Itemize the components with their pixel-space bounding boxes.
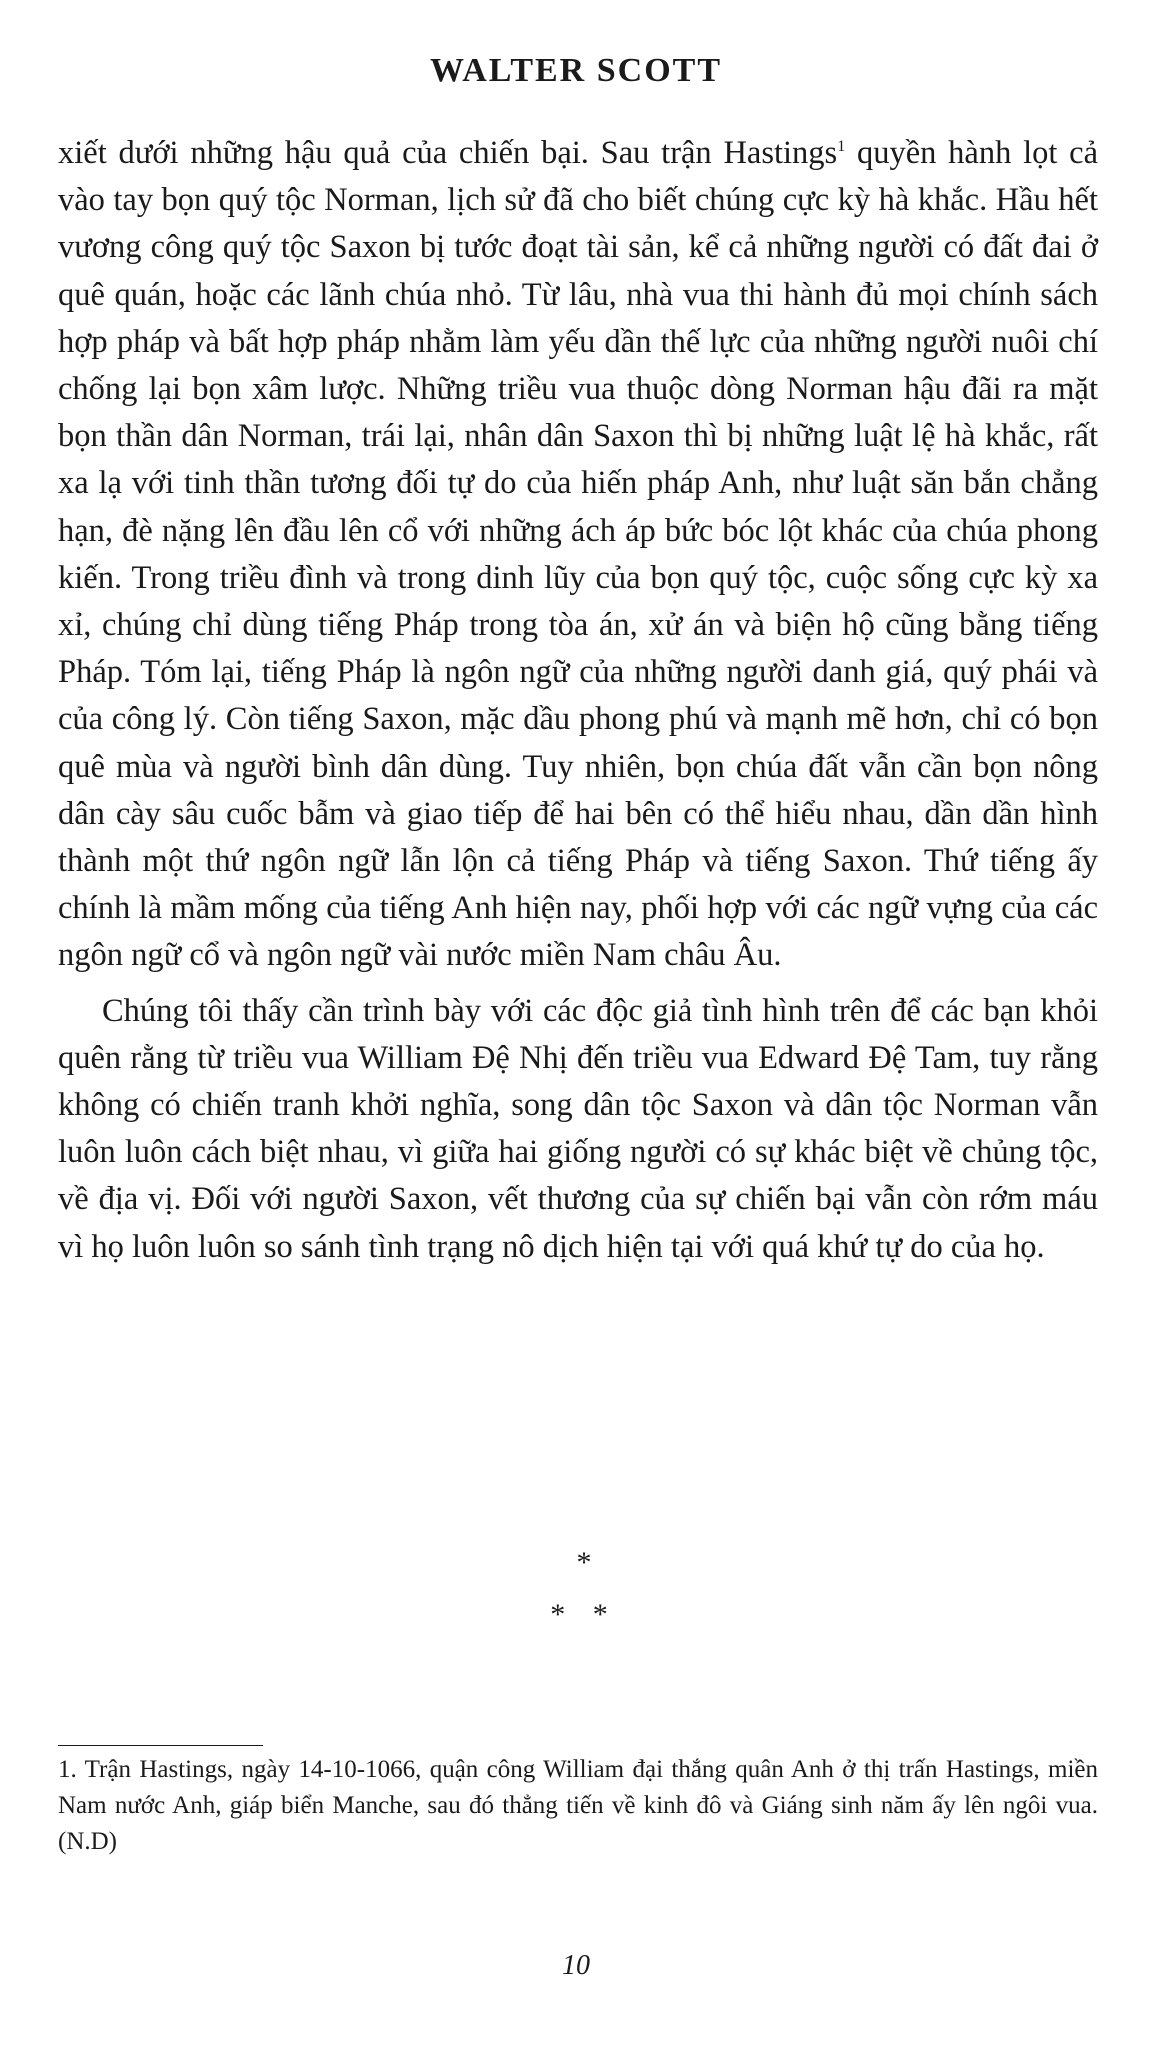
running-head: WALTER SCOTT — [429, 52, 722, 89]
paragraph-1-start: xiết dưới những hậu quả của chiến bại. Sau trận Hastings — [58, 135, 838, 171]
page-number: 10 — [562, 1950, 590, 1981]
asterism-bottom: * * — [550, 1598, 618, 1631]
paragraph-1 — [58, 130, 1098, 980]
paragraph-2: Chúng tôi thấy cần trình bày với các độc giả tình hình trên để các bạn khỏi quên rằng từ triều vua William Đệ Nhị đến triều vua Edward Đệ Tam, tuy rằng không có chiến tranh khởi nghĩa, song dân tộc Saxon và dân tộc Norman vẫn luôn luôn cách biệt nhau, vì giữa hai giống người có sự khác biệt về chủng tộc, về địa vị. Đối với người Saxon, vết thương của sự chiến bại vẫn còn rớm máu vì họ luôn luôn so sánh tình trạng nô dịch hiện tại với quá khứ tự do của họ. — [58, 992, 1098, 1265]
footnote-reference: 1 — [837, 138, 846, 156]
footnote-divider — [58, 1745, 263, 1746]
paragraph-1-rest: quyền hành lọt cả vào tay bọn quý tộc Norman, lịch sử đã cho biết chúng cực kỳ hà khắc. Hầu hết vương công quý tộc Saxon bị tước đoạt tài sản, kể cả những người có đất đai ở quê quán, hoặc các lãnh chúa nhỏ. Từ lâu, nhà vua thi hành đủ mọi chính sách hợp pháp và bất hợp pháp nhằm làm yếu dần thế lực của những người nuôi chí chống lại bọn xâm lược. Những triều vua thuộc dòng Norman hậu đãi ra mặt bọn thần dân Norman, trái lại, nhân dân Saxon thì bị những luật lệ hà khắc, rất xa lạ với tinh thần tương đối tự do của hiến pháp Anh, như luật săn bắn chẳng hạn, đè nặng lên đầu lên cổ với những ách áp bức bóc lột khác của chúa phong kiến. Trong triều đình và trong dinh lũy của bọn quý tộc, cuộc sống cực kỳ xa xỉ, chúng chỉ dùng tiếng Pháp trong tòa án, xử án và biện hộ cũng bằng tiếng Pháp. Tóm lại, tiếng Pháp là ngôn ngữ của những người danh giá, quý phái và của công lý. Còn tiếng Saxon, mặc dầu phong phú và mạnh mẽ hơn, chỉ có bọn quê mùa và người bình dân dùng. Tuy nhiên, bọn chúa đất vẫn cần bọn nông dân cày sâu cuốc bẫm và giao tiếp để hai bên có thể hiểu nhau, dần dần hình thành một thứ ngôn ngữ lẫn lộn cả tiếng Pháp và tiếng Saxon. Thứ tiếng ấy chính là mầm mống của tiếng Anh hiện nay, phối hợp với các ngữ vựng của các ngôn ngữ cổ và ngôn ngữ vài nước miền Nam châu Âu. — [58, 135, 1098, 974]
asterism-top: * — [576, 1546, 592, 1579]
footnote: 1. Trận Hastings, ngày 14-10-1066, quận công William đại thắng quân Anh ở thị trấn Hastings, miền Nam nước Anh, giáp biển Manche, sau đó thẳng tiến về kinh đô và Giáng sinh năm ấy lên ngôi vua. (N.D) — [58, 1756, 1098, 1855]
body-text — [58, 130, 1098, 1279]
